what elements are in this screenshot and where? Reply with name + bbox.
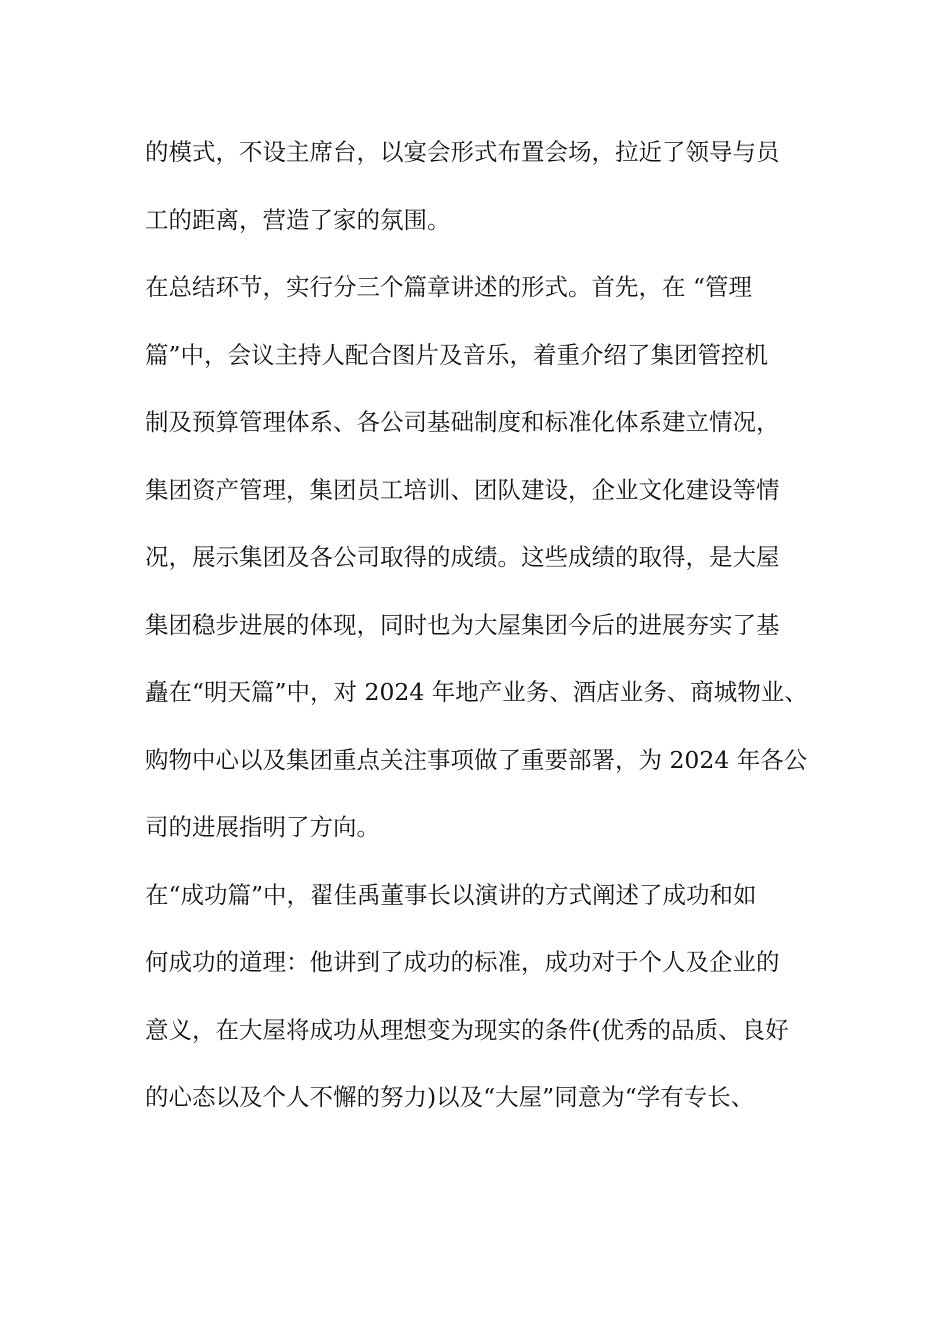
text-line: 司的进展指明了方向。: [145, 813, 380, 841]
text-line: 况，展示集团及各公司取得的成绩。这些成绩的取得，是大屋: [145, 543, 780, 571]
text-line: 矗在“明天篇”中，对 2024 年地产业务、酒店业务、商城物业、: [145, 678, 808, 706]
text-line: 何成功的道理：他讲到了成功的标准，成功对于个人及企业的: [145, 948, 780, 976]
text-line: 在总结环节，实行分三个篇章讲述的形式。首先，在 “管理: [145, 273, 752, 301]
text-line: 意义，在大屋将成功从理想变为现实的条件(优秀的品质、良好: [145, 1015, 789, 1044]
text-line: 制及预算管理体系、各公司基础制度和标准化体系建立情况，: [145, 408, 780, 436]
text-line: 集团资产管理，集团员工培训、团队建设，企业文化建设等情: [145, 475, 780, 504]
text-line: 工的距离，营造了家的氛围。: [145, 205, 451, 234]
text-line: 的模式，不设主席台，以宴会形式布置会场，拉近了领导与员: [145, 138, 780, 166]
text-line: 在“成功篇”中，翟佳禹董事长以演讲的方式阐述了成功和如: [145, 880, 757, 909]
text-line: 的心态以及个人不懈的努力)以及“大屋”同意为“学有专长、: [145, 1083, 755, 1111]
text-line: 购物中心以及集团重点关注事项做了重要部署，为 2024 年各公: [145, 745, 808, 774]
text-line: 集团稳步进展的体现，同时也为大屋集团今后的进展夯实了基: [145, 610, 780, 639]
text-line: 篇”中，会议主持人配合图片及音乐，着重介绍了集团管控机: [145, 340, 769, 369]
document-body: [145, 129, 845, 1142]
